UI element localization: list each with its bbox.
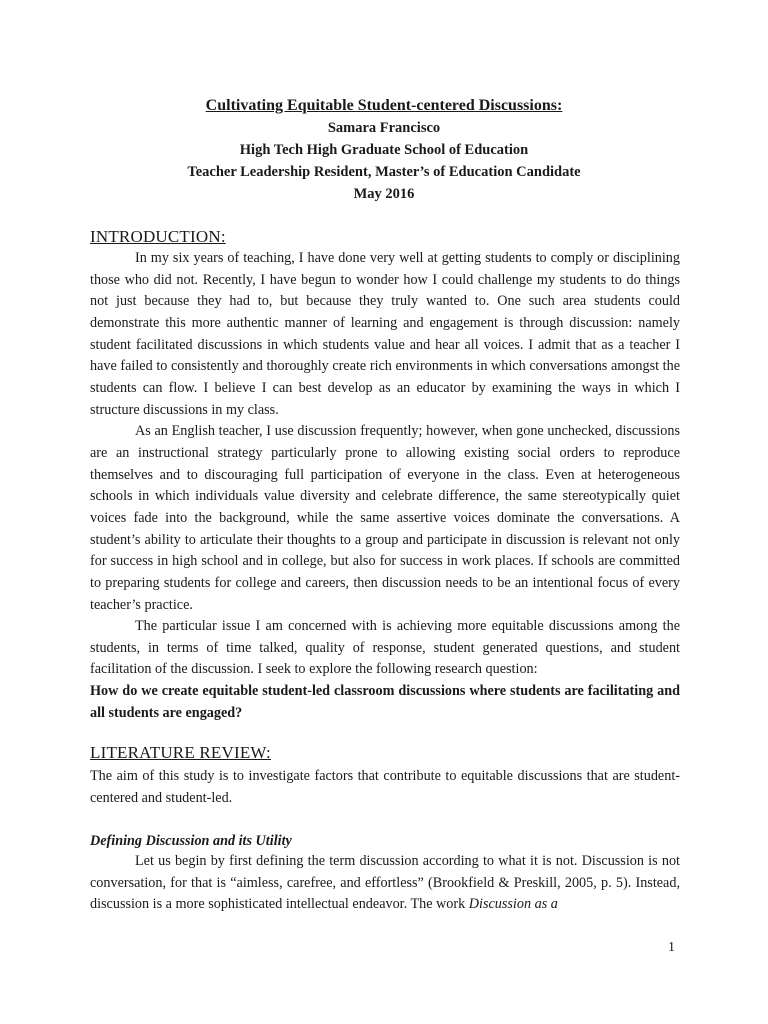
research-question: How do we create equitable student-led classroom discussions where students are facilitating and all students are engaged? xyxy=(90,683,680,721)
introduction-heading: INTRODUCTION: xyxy=(90,227,226,246)
lit-paragraph-2-text: Let us begin by first defining the term discussion according to what it is not. Discussion is not conversation, for that is “aimless, carefree, and effortless” (Brookfield & Preskill, 2005, p. 5). Instead, discussion is a more sophisticated intellectual endeavor. The work xyxy=(90,853,680,913)
paper-date: May 2016 xyxy=(353,186,415,202)
paper-title: Cultivating Equitable Student-centered Discussions: xyxy=(205,97,563,114)
introduction-section xyxy=(90,248,680,724)
lit-paragraph-1: The aim of this study is to investigate factors that contribute to equitable discussions that are student-centered and student-led. xyxy=(90,768,680,806)
lit-paragraph-2 xyxy=(90,851,680,916)
intro-paragraph-2: As an English teacher, I use discussion frequently; however, when gone unchecked, discussions are an instructional strategy particularly prone to allowing existing social orders to reproduce themselves and to discouraging full participation of everyone in the class. Even at heterogeneous schools in which individuals value diversity and celebrate difference, the same stereotypically quiet voices fade into the background, while the same assertive voices dominate the conversations. A student’s ability to articulate their thoughts to a group and participate in discussion is relevant not only for success in high school and in college, but also for success in work places. If schools are committed to preparing students for college and careers, then discussion needs to be an intentional focus of every teacher’s practice. xyxy=(90,423,680,613)
intro-paragraph-1: In my six years of teaching, I have done very well at getting students to comply or disciplining those who did not. Recently, I have begun to wonder how I could challenge my students to do things not just because they had to, but because they truly wanted to. One such area students could demonstrate this more authentic manner of learning and engagement is through discussion: namely student facilitated discussions in which students value and hear all voices. I admit that as a teacher I have failed to consistently and thoroughly create rich environments in which conversations amongst the students can flow. I believe I can best develop as an educator by examining the ways in which I structure discussions in my class. xyxy=(90,250,680,418)
book-title-italic: Discussion as a xyxy=(468,896,558,913)
title-block xyxy=(0,95,768,205)
defining-discussion-section xyxy=(90,851,680,916)
defining-discussion-subheading: Defining Discussion and its Utility xyxy=(90,833,292,849)
author-role: Teacher Leadership Resident, Master’s of Education Candidate xyxy=(187,164,581,180)
literature-review-heading: LITERATURE REVIEW: xyxy=(90,743,271,762)
literature-review-section xyxy=(90,766,680,809)
intro-paragraph-3: The particular issue I am concerned with is achieving more equitable discussions among the students, in terms of time talked, quality of response, student generated questions, and student facilitation of the discussion. I seek to explore the following research question: xyxy=(90,618,680,678)
page-number: 1 xyxy=(668,940,675,955)
institution-name: High Tech High Graduate School of Education xyxy=(239,142,529,158)
author-name: Samara Francisco xyxy=(327,120,441,136)
